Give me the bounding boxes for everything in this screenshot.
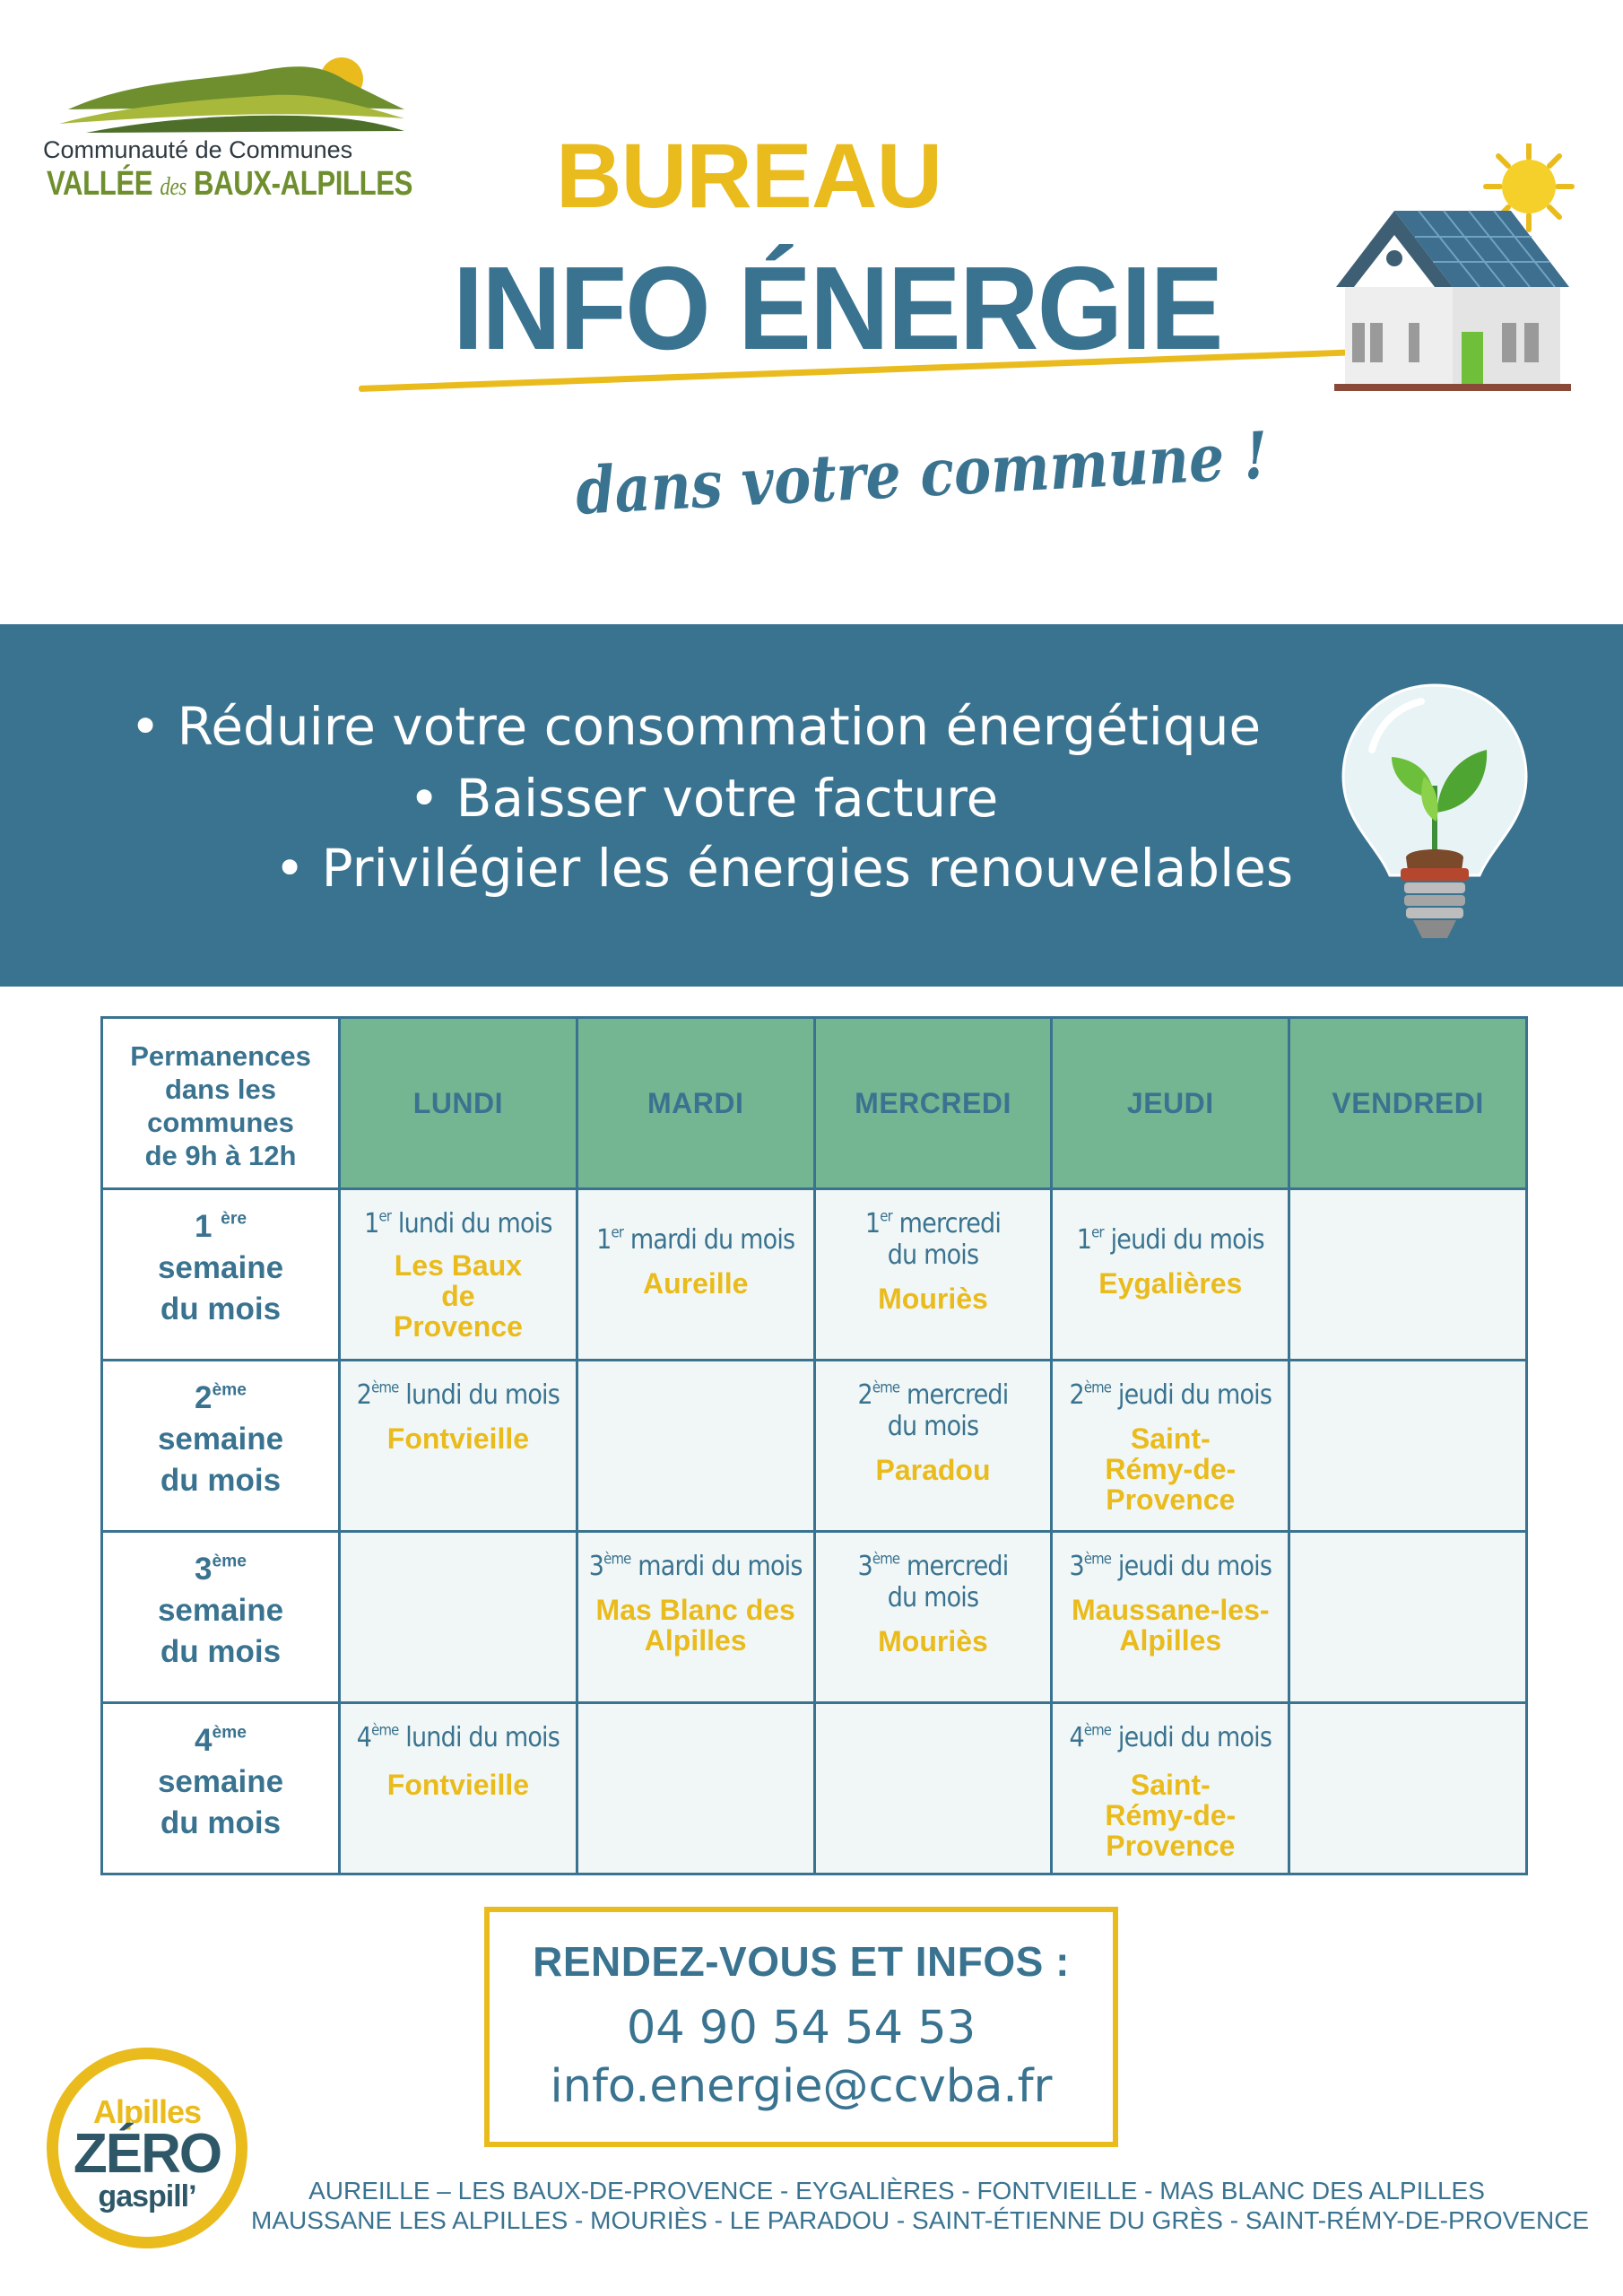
logo-text-community: Communauté de Communes xyxy=(43,136,353,163)
benefit-item: • Privilégier les énergies renouvelables xyxy=(274,838,1294,899)
week-label: 4ème semaine du mois xyxy=(102,1703,340,1874)
schedule-cell: 2ème lundi du mois Fontvieille xyxy=(340,1361,577,1532)
commune-name: Mouriès xyxy=(878,1625,988,1657)
commune-name: Les Baux de Provence xyxy=(393,1249,523,1343)
commune-name: Saint-Rémy-de-Provence xyxy=(1105,1422,1237,1516)
day-header-lundi: LUNDI xyxy=(340,1018,577,1189)
benefits-banner xyxy=(0,624,1623,987)
week-label: 3ème semaine du mois xyxy=(102,1532,340,1703)
schedule-cell-empty xyxy=(1289,1361,1527,1532)
schedule-cell-empty xyxy=(814,1703,1052,1874)
schedule-cell-empty xyxy=(340,1532,577,1703)
schedule-cell: 1er jeudi du mois Eygalières xyxy=(1052,1189,1289,1361)
schedule-cell: 1er mardi du mois Aureille xyxy=(577,1189,814,1361)
contact-title: RENDEZ-VOUS ET INFOS : xyxy=(533,1938,1070,1985)
badge-line-gaspill: gaspill’ xyxy=(98,2179,196,2213)
lightbulb-plant-icon xyxy=(1336,678,1533,965)
commune-name: Mouriès xyxy=(878,1283,988,1315)
schedule-cell-empty xyxy=(577,1703,814,1874)
logo-text-vallee: VALLÉE des BAUX-ALPILLES xyxy=(47,165,412,203)
commune-name: Fontvieille xyxy=(386,1769,530,1801)
schedule-cell-empty xyxy=(577,1361,814,1532)
communes-list-line-1: AUREILLE – LES BAUX-DE-PROVENCE - EYGALIÈRES - FONTVIEILLE - MAS BLANC DES ALPILLES xyxy=(308,2177,1485,2205)
table-row-week-2 xyxy=(102,1361,1527,1532)
badge-line-alpilles: Alpilles xyxy=(92,2093,202,2130)
alpilles-zero-gaspill-badge xyxy=(47,2048,247,2248)
week-label: 2ème semaine du mois xyxy=(102,1361,340,1532)
table-row-week-3 xyxy=(102,1532,1527,1703)
communes-list-line-2: MAUSSANE LES ALPILLES - MOURIÈS - LE PARADOU - SAINT-ÉTIENNE DU GRÈS - SAINT-RÉMY-DE-PROVENCE xyxy=(251,2206,1590,2234)
schedule-table xyxy=(100,1016,1528,1875)
schedule-cell: 3ème mardi du mois Mas Blanc des Alpilles xyxy=(577,1532,814,1703)
day-header-mardi: MARDI xyxy=(577,1018,814,1189)
schedule-cell: 4ème jeudi du mois Saint-Rémy-de-Provence xyxy=(1052,1703,1289,1874)
commune-name: Mas Blanc des Alpilles xyxy=(595,1594,795,1657)
title-info-energie: INFO ÉNERGIE xyxy=(453,242,1222,374)
permanences-header: Permanences dans les communes de 9h à 12h xyxy=(102,1018,340,1189)
schedule-cell: 2ème mercredi du mois Paradou xyxy=(814,1361,1052,1532)
contact-email[interactable]: info.energie@ccvba.fr xyxy=(550,2060,1053,2113)
week-label: 1 $^{ère}$ semaine du mois xyxy=(102,1189,340,1361)
schedule-cell: 2ème jeudi du mois Saint-Rémy-de-Provence xyxy=(1052,1361,1289,1532)
schedule-cell-empty xyxy=(1289,1703,1527,1874)
badge-line-zero: ZÉRO xyxy=(73,2123,221,2185)
schedule-cell-empty xyxy=(1289,1532,1527,1703)
commune-name: Maussane-les-Alpilles xyxy=(1072,1594,1270,1657)
schedule-cell-empty xyxy=(1289,1189,1527,1361)
hills-sun-logo-icon xyxy=(50,54,409,135)
benefit-item: • Baisser votre facture xyxy=(409,768,999,829)
commune-name: Aureille xyxy=(643,1267,749,1300)
commune-name: Paradou xyxy=(875,1454,991,1486)
contact-phone[interactable]: 04 90 54 54 53 xyxy=(626,2002,976,2055)
schedule-cell: 3ème jeudi du mois Maussane-les-Alpilles xyxy=(1052,1532,1289,1703)
table-header-row xyxy=(102,1018,1527,1189)
title-bureau: BUREAU xyxy=(555,125,942,227)
day-header-mercredi: MERCREDI xyxy=(814,1018,1052,1189)
schedule-cell: 1er mercredi du mois Mouriès xyxy=(814,1189,1052,1361)
table-row-week-1 xyxy=(102,1189,1527,1361)
benefit-item: • Réduire votre consommation énergétique xyxy=(130,696,1262,757)
commune-name: Fontvieille xyxy=(386,1422,530,1455)
solar-house-icon xyxy=(1318,144,1587,413)
commune-name: Eygalières xyxy=(1098,1267,1243,1300)
day-header-jeudi: JEUDI xyxy=(1052,1018,1289,1189)
schedule-cell: 3ème mercredi du mois Mouriès xyxy=(814,1532,1052,1703)
commune-name: Saint-Rémy-de-Provence xyxy=(1105,1769,1237,1862)
contact-box xyxy=(484,1907,1118,2147)
day-header-vendredi: VENDREDI xyxy=(1289,1018,1527,1189)
subtitle-dans-votre-commune: dans votre commune ! xyxy=(574,416,1270,529)
schedule-cell: 1er lundi du mois Les Baux de Provence xyxy=(340,1189,577,1361)
schedule-cell: 4ème lundi du mois Fontvieille xyxy=(340,1703,577,1874)
table-row-week-4 xyxy=(102,1703,1527,1874)
